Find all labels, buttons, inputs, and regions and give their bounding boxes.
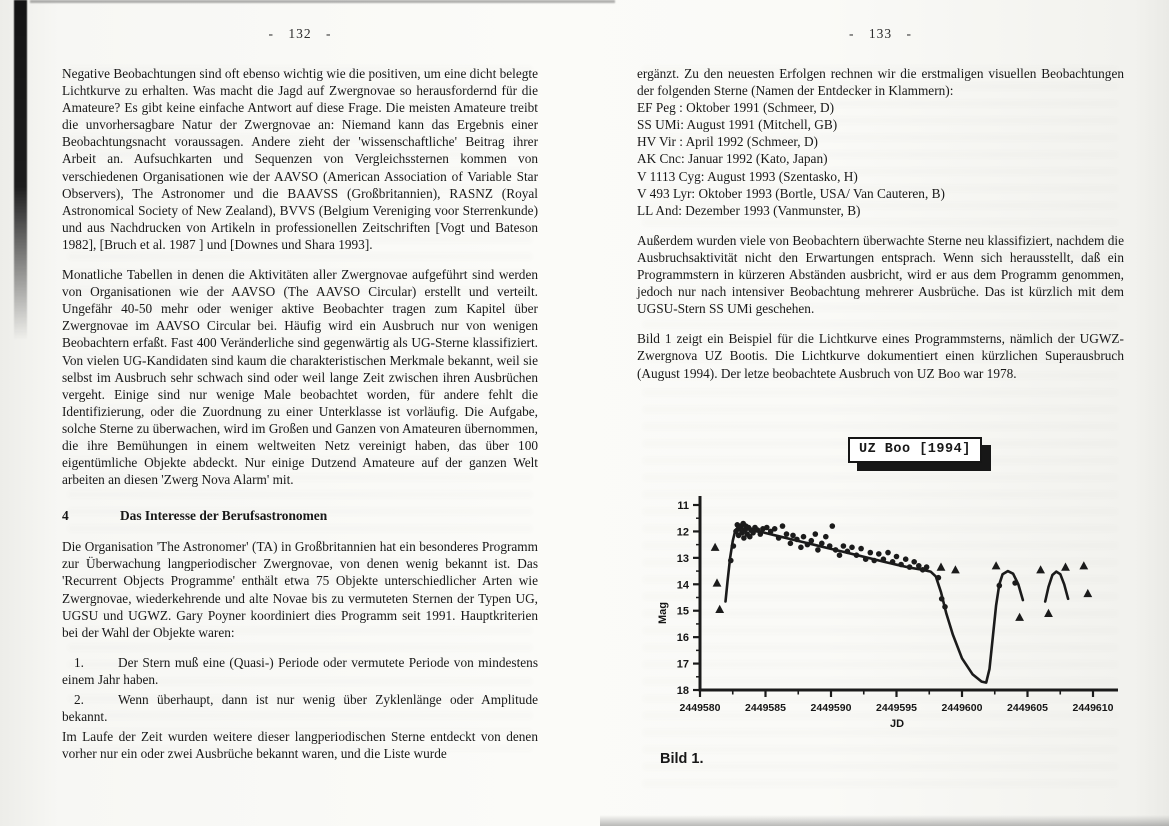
list-item-2-text: Wenn überhaupt, dann ist nur wenig über Zyklenlänge oder Amplitude bekannt. xyxy=(62,692,538,725)
section-heading-4 xyxy=(62,508,538,524)
star-line-v493-lyr: V 493 Lyr: Oktober 1993 (Bortle, USA/ Van Cauteren, B) xyxy=(637,185,945,201)
figure-caption: Bild 1. xyxy=(660,751,704,767)
paragraph-bild1-beschreibung: Bild 1 zeigt ein Beispiel für die Lichtkurve eines Programmsterns, nämlich der UGWZ-Zwergnova UZ Bootis. Die Lichtkurve dokumentiert einen kürzlichen Superausbruch (August 1994). Der letze beobachtete Ausbruch von UZ Boo war 1978. xyxy=(637,331,1124,381)
star-line-ef-peg: EF Peg : Oktober 1991 (Schmeer, D) xyxy=(637,100,835,116)
svg-text:16: 16 xyxy=(676,632,689,645)
scan-bottom-shadow xyxy=(600,815,1169,826)
star-line-hv-vir: HV Vir : April 1992 (Schmeer, D) xyxy=(637,134,818,150)
star-line-v1113-cyg: V 1113 Cyg: August 1993 (Szentasko, H) xyxy=(637,168,858,184)
star-discovery-list xyxy=(637,99,1124,219)
svg-text:11: 11 xyxy=(677,500,689,512)
paragraph-the-astronomer: Die Organisation 'The Astronomer' (TA) in Großbritannien hat ein besonderes Programm zur Überwachung langperiodischer Zwergnovae, von denen wenig bekannt ist. Das 'Recurrent Objects Programme' enthält etwa 75 Objekte unterschiedlicher Arten wie Zwergnovae, wiederkehrende und alte Novae bis zu vermuteten Sternen der Typen UG, UGSU und UGWZ. Gary Poyner koordiniert dies Programm seit 1991. Hauptkriterien bei der Wahl der Objekte waren: xyxy=(62,539,538,640)
svg-text:18: 18 xyxy=(676,685,689,698)
svg-text:12: 12 xyxy=(676,526,689,539)
paragraph-ergaenzt: ergänzt. Zu den neuesten Erfolgen rechnen wir die erstmaligen visuellen Beobachtungen der folgenden Sterne (Namen der Entdecker in Klammern): xyxy=(637,66,1124,99)
scan-edge-strip xyxy=(14,0,27,340)
list-item-1-text: Der Stern muß eine (Quasi-) Periode oder vermutete Periode von mindestens einem Jahr haben. xyxy=(62,654,538,687)
svg-text:15: 15 xyxy=(676,605,689,618)
page-number-132: - 132 - xyxy=(268,26,332,41)
svg-text:2449610: 2449610 xyxy=(1072,702,1114,714)
svg-text:2449585: 2449585 xyxy=(745,702,786,714)
paragraph-negative-beobachtungen: Negative Beobachtungen sind oft ebenso wichtig wie die positiven, um eine dicht belegte Lichtkurve zu erhalten. Was macht die Jagd auf Zwergnovae so herausfordernd für die Amateure? Es gibt keine einfache Antwort auf diese Frage. Die meisten Amateure treibt die unvorhersagbare Natur der Zwergnovae an: Niemand kann das Ergebnis einer Beobachtungsnacht voraussagen. Andere zieht der 'wissenschaftliche' Beitrag ihrer Arbeit an. Aufsuchkarten und Sequenzen von Vergleichssternen kommen von verschiedenen Organisationen wie der AAVSO (American Association of Variable Star Observers), The Astronomer und die BAAVSS (Großbritannien), RASNZ (Royal Astronomical Society of New Zealand), BVVS (Belgium Vereniging voor Sterrenkunde) und aus Nachdrucken von Artikeln in professionellen Zeitschriften [Vogt und Bateson 1982], [Bruch et al. 1987 ] und [Downes und Shara 1993]. xyxy=(62,66,538,252)
svg-text:14: 14 xyxy=(676,579,689,592)
star-line-ak-cnc: AK Cnc: Januar 1992 (Kato, Japan) xyxy=(637,151,828,167)
section-title: Das Interesse der Berufsastronomen xyxy=(120,508,328,524)
list-item-1 xyxy=(62,654,538,688)
paragraph-ausserdem: Außerdem wurden viele von Beobachtern überwachte Sterne neu klassifiziert, nachdem die Ausbruchsaktivität nicht den Erwartungen entsprach. Wenn sich herausstellt, daß ein Programmstern in kürzeren Abständen ausbricht, wird er aus dem Programm genommen, jedoch nur nach intensiver Beobachtung mehrerer Ausbrüche. Das ist kürzlich mit dem UGSU-Stern SS UMi geschehen. xyxy=(637,232,1124,317)
page-133 xyxy=(637,18,1124,813)
chart-title-box: UZ Boo [1994] xyxy=(848,437,982,463)
list-item-1-number: 1. xyxy=(74,654,84,670)
star-line-ss-umi: SS UMi: August 1991 (Mitchell, GB) xyxy=(637,117,838,133)
svg-text:13: 13 xyxy=(676,552,689,565)
star-line-ll-and: LL And: Dezember 1993 (Vanmunster, B) xyxy=(637,202,861,218)
list-item-2-number: 2. xyxy=(74,692,84,707)
paragraph-im-laufe-der-zeit: Im Laufe der Zeit wurden weitere dieser langperiodischen Sterne entdeckt von denen vorher nur ein oder zwei Ausbrüche bekannt waren, und die Liste wurde xyxy=(62,729,538,762)
paragraph-monatliche-tabellen: Monatliche Tabellen in denen die Aktivitäten aller Zwergnovae aufgeführt sind werden von Organisationen wie der AAVSO (The AAVSO Circular) erstellt und verteilt. Ungefähr 40-50 mehr oder weniger aktive Beobachter tragen zum Kapitel über Zwergnovae im AAVSO Circular bei. Häufig wird ein Ausbruch nur von wenigen Beobachtern erfaßt. Fast 400 Veränderliche sind gegenwärtig als UG-Sterne klassifiziert. Von vielen UG-Kandidaten sind kaum die charakteristischen Merkmale bekannt, weil sie selbst im Ausbruch sehr schwach sind oder weil lange Zeit zwischen ihren Ausbrüchen vergeht. Einige sind nur wenige Male beobachtet worden, für andere fehlt die Identifizierung, oder die Zuordnung zu einer Unterklasse ist vorläufig. Die Aufgabe, solche Sterne zu überwachen, wird im Großen und Ganzen von Amateuren übernommen, die ihre Bemühungen in einem weltweiten Netz vereinigt haben, das über 100 eigentümliche Objekte abdeckt. Nur einige Dutzend Amateure auf der ganzen Welt arbeiten an diesen 'Zwerg Nova Alarm' mit. xyxy=(62,267,538,488)
svg-text:2449600: 2449600 xyxy=(941,702,983,714)
light-curve-plot xyxy=(652,488,1132,738)
svg-text:2449580: 2449580 xyxy=(679,702,721,714)
scan-top-line xyxy=(30,0,615,3)
page-132 xyxy=(62,18,538,775)
section-number: 4 xyxy=(62,508,69,524)
list-item-2 xyxy=(62,691,538,725)
svg-text:17: 17 xyxy=(676,658,689,671)
svg-text:2449595: 2449595 xyxy=(876,702,917,714)
svg-text:2449590: 2449590 xyxy=(810,702,852,714)
svg-text:2449605: 2449605 xyxy=(1007,702,1048,714)
svg-text:Mag: Mag xyxy=(657,602,669,624)
page-number-133: - 133 - xyxy=(849,26,912,41)
svg-text:JD: JD xyxy=(889,718,905,730)
